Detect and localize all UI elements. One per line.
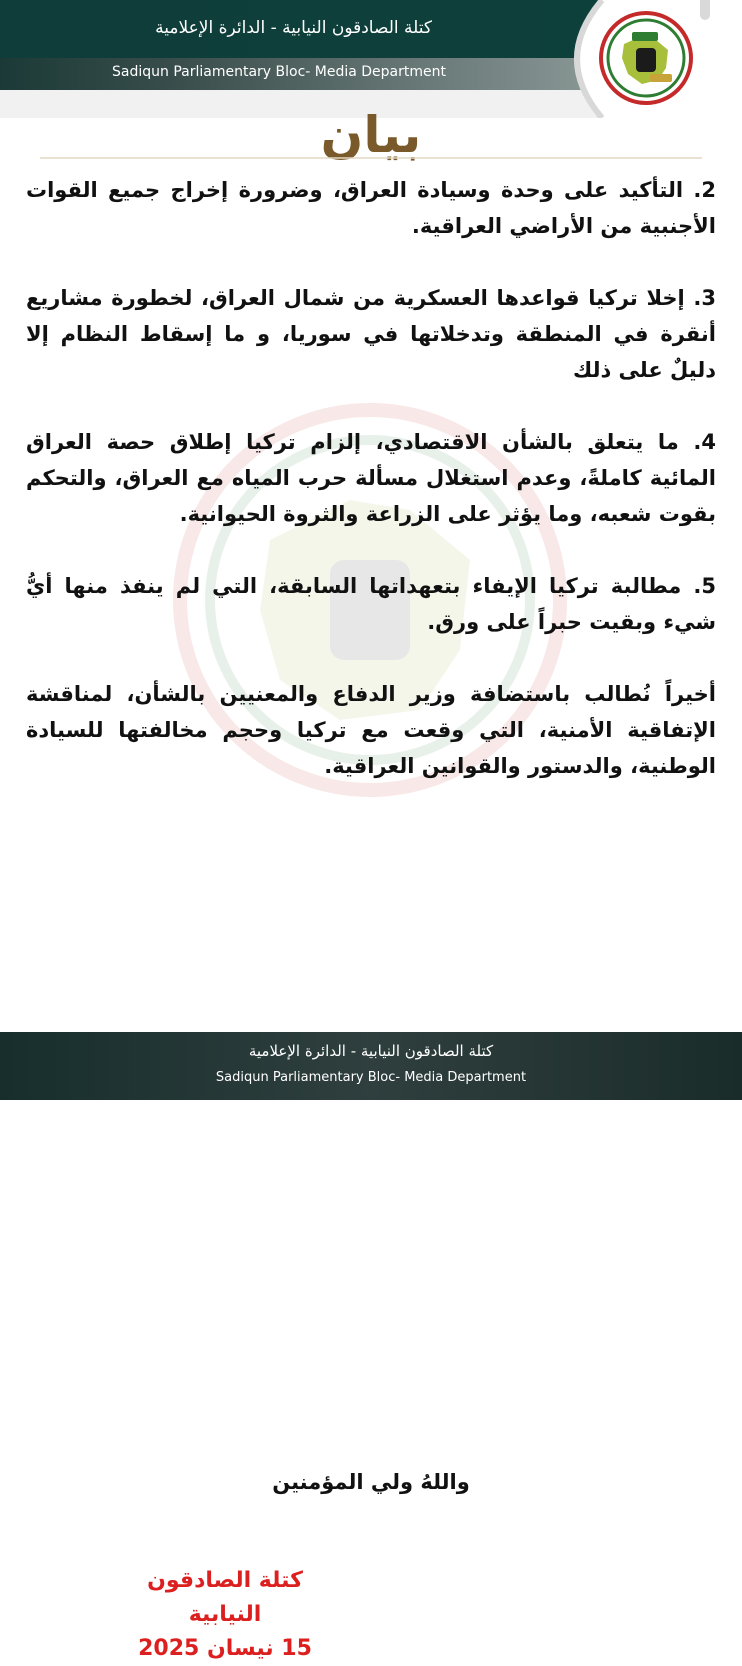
document-title: بيان [320,106,422,164]
document-body [26,172,716,784]
footer-english-title: Sadiqun Parliamentary Bloc- Media Department [215,1070,527,1085]
paragraph-item-5: 5. مطالبة تركيا الإيفاء بتعهداتها السابقة، التي لم ينفذ منها أيُّ شيء وبقيت حبراً على ورق. [26,574,716,634]
signature-date: 15 نيسان 2025 [138,1636,312,1661]
paragraph-item-4: 4. ما يتعلق بالشأن الاقتصادي، إلزام تركيا إطلاق حصة العراق المائية كاملةً، وعدم استغلال مسألة حرب المياه مع العراق، والتحكم بقوت شعبه، وما يؤثر على الزراعة والثروة الحيوانية. [26,430,716,526]
signature-block [110,1564,340,1666]
paragraph-item-2: 2. التأكيد على وحدة وسيادة العراق، وضرورة إخراج جميع القوات الأجنبية من الأراضي العراقية. [26,178,716,238]
closing-phrase: واللهُ ولي المؤمنين [272,1470,470,1494]
header-english-title: Sadiqun Parliamentary Bloc- Media Department [112,64,446,80]
top-indicator [700,0,710,20]
paragraph-final: أخيراً نُطالب باستضافة وزير الدفاع والمعنيين بالشأن، لمناقشة الإتفاقية الأمنية، التي وقعت مع تركيا وحجم مخالفتها للسيادة الوطنية، والدستور والقوانين العراقية. [26,682,716,778]
header [0,0,742,118]
header-arabic-title: كتلة الصادقون النيابية - الدائرة الإعلامية [155,18,432,38]
sadiqun-logo-icon [598,10,694,106]
title-divider [40,154,702,162]
signature-name: كتلة الصادقون النيابية [147,1568,303,1627]
paragraph-item-3: 3. إخلا تركيا قواعدها العسكرية من شمال العراق، لخطورة مشاريع أنقرة في المنطقة وتدخلاتها في سوريا، و ما إسقاط النظام إلا دليلٌ على ذلك [26,286,716,382]
footer-arabic-title: كتلة الصادقون النيابية - الدائرة الإعلامية [248,1042,494,1060]
